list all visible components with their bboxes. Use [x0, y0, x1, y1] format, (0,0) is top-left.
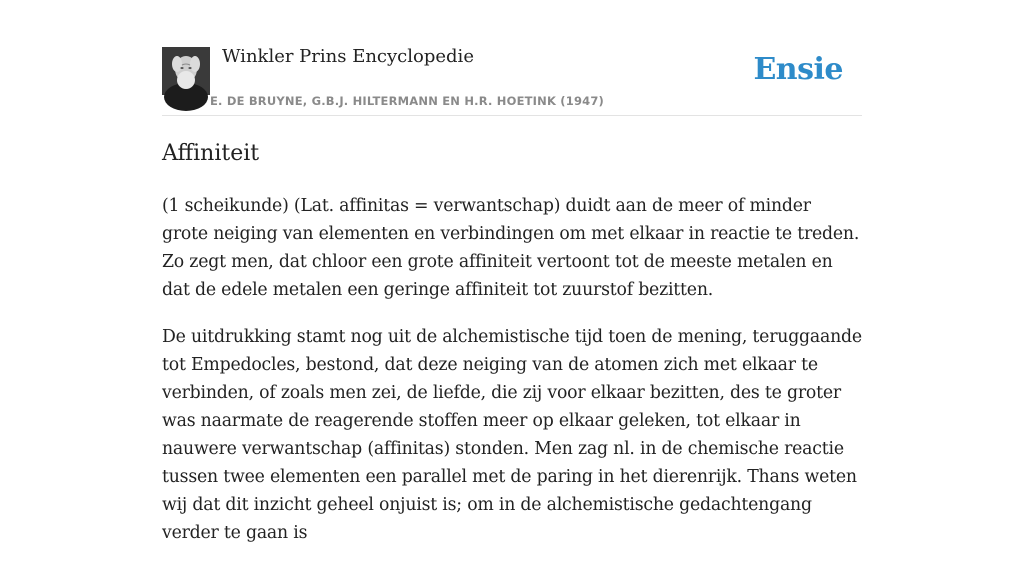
article-body: [162, 192, 862, 566]
article-title: Affiniteit: [162, 141, 260, 166]
ensie-logo[interactable]: Ensie: [753, 52, 843, 87]
author-avatar[interactable]: [162, 47, 210, 95]
source-title[interactable]: Winkler Prins Encyclopedie: [222, 46, 474, 67]
site-header: [162, 0, 862, 116]
source-authors: E. DE BRUYNE, G.B.J. HILTERMANN EN H.R. HOETINK (1947): [210, 94, 605, 108]
page-container: [162, 0, 862, 543]
article-paragraph: De uitdrukking stamt nog uit de alchemistische tijd toen de mening, teruggaande tot Empedocles, bestond, dat deze neiging van de atomen zich met elkaar te verbinden, of zoals men zei, de liefde, die zij voor elkaar bezitten, des te groter was naarmate de reagerende stoffen meer op elkaar geleken, tot elkaar in nauwere verwantschap (affinitas) stonden. Men zag nl. in de chemische reactie tussen twee elementen een parallel met de paring in het dierenrijk. Thans weten wij dat dit inzicht geheel onjuist is; om in de alchemistische gedachtengang verder te gaan is: [162, 327, 862, 543]
portrait-photo-icon: [162, 47, 210, 95]
article-paragraph: (1 scheikunde) (Lat. affinitas = verwantschap) duidt aan de meer of minder grote neiging van elementen en verbindingen om met elkaar in reactie te treden. Zo zegt men, dat chloor een grote affiniteit vertoont tot de meeste metalen en dat de edele metalen een geringe affiniteit tot zuurstof bezitten.: [162, 196, 860, 300]
